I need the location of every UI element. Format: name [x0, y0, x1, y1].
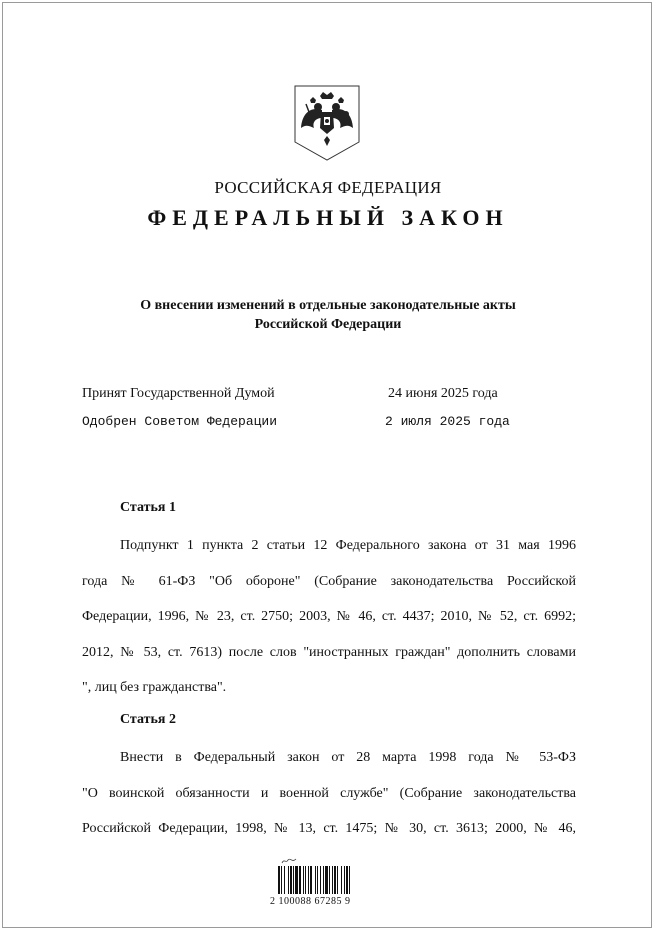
article1-line: года № 61-ФЗ "Об обороне" (Собрание законодательства Российской — [82, 573, 576, 589]
article1-heading: Статья 1 — [120, 500, 176, 515]
article2-line: Внести в Федеральный закон от 28 марта 1998 года № 53-ФЗ — [120, 750, 576, 765]
barcode-icon — [278, 866, 382, 894]
document-type: ФЕДЕРАЛЬНЫЙ ЗАКОН — [147, 205, 509, 230]
article2-line: "О воинской обязанности и военной службе" (Собрание законодательства — [82, 785, 576, 801]
article1-line: 2012, № 53, ст. 7613) после слов "иностранных граждан" дополнить словами — [82, 644, 576, 660]
law-title-line2: Российской Федерации — [254, 317, 402, 332]
article2-text — [82, 740, 576, 847]
article2-line: Российской Федерации, 1998, № 13, ст. 1475; № 30, ст. 3613; 2000, № 46, — [82, 821, 576, 836]
article1-line: Федерации, 1996, № 23, ст. 2750; 2003, № 46, ст. 4437; 2010, № 52, ст. 6992; — [82, 609, 576, 624]
law-title — [0, 296, 656, 334]
duma-adoption-label: Принят Государственной Думой — [82, 386, 275, 401]
article1-line: ", лиц без гражданства". — [82, 680, 227, 695]
coat-of-arms-emblem-icon — [292, 84, 362, 162]
duma-adoption-date: 24 июня 2025 года — [388, 386, 498, 401]
article1-text — [82, 528, 576, 706]
article2-heading: Статья 2 — [120, 712, 176, 727]
country-name: РОССИЙСКАЯ ФЕДЕРАЦИЯ — [214, 178, 442, 197]
article1-line: Подпункт 1 пункта 2 статьи 12 Федерального закона от 31 мая 1996 — [120, 538, 576, 553]
council-approval-date: 2 июля 2025 года — [385, 414, 510, 429]
barcode-number: 2 100088 67285 9 — [270, 896, 351, 907]
council-approval-label: Одобрен Советом Федерации — [82, 414, 278, 429]
law-title-line1: О внесении изменений в отдельные законодательные акты — [140, 298, 516, 313]
